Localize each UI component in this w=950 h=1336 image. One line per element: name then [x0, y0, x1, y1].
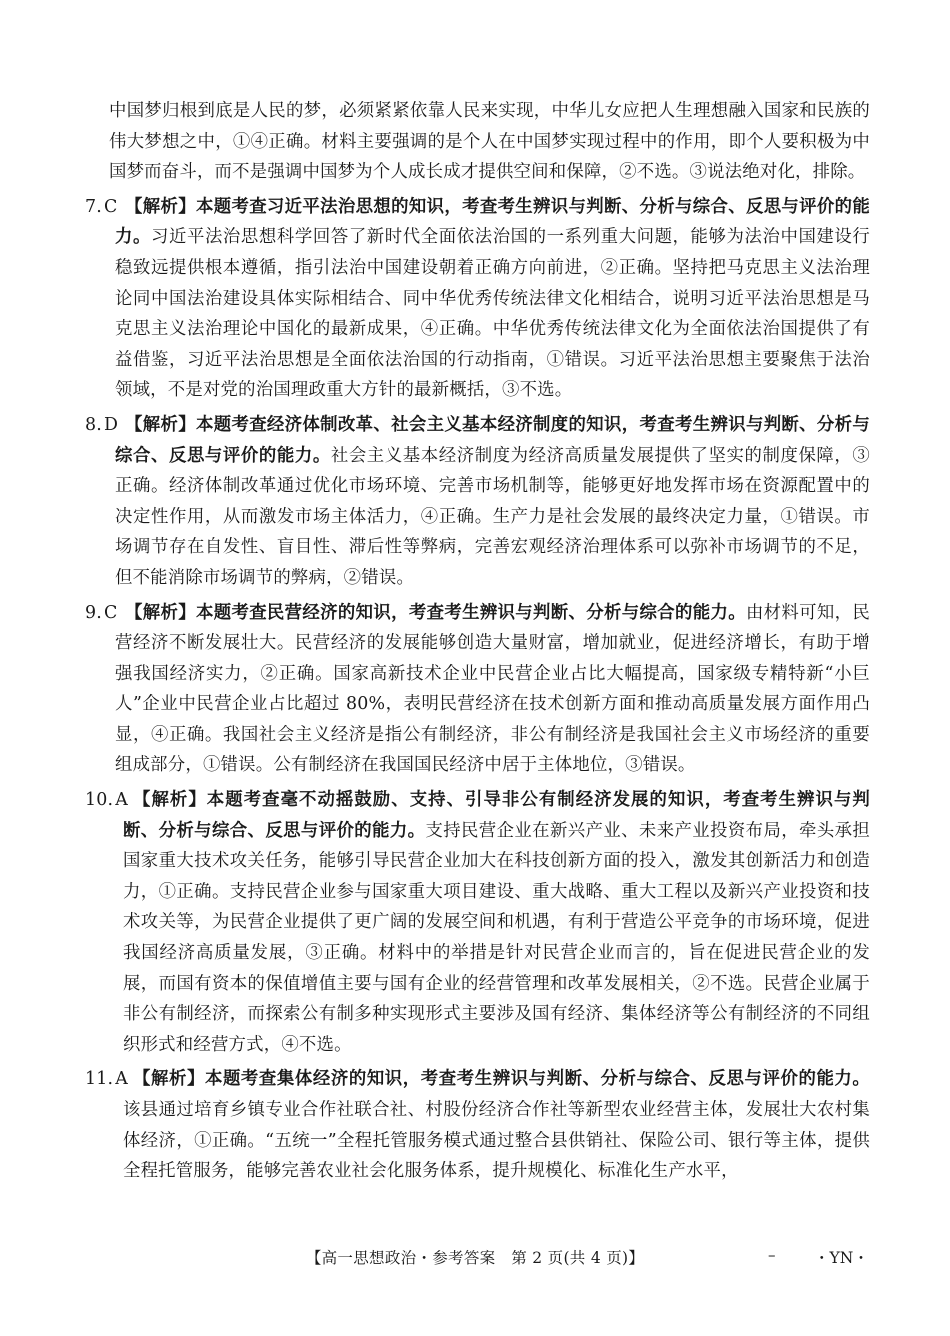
question-number: 7. C: [85, 196, 118, 217]
question-number: 10. A: [85, 790, 129, 811]
analysis-lead: 本题考查民营经济的知识，考查考生辨识与判断、分析与综合的能力。: [195, 602, 746, 623]
answer-letter: C: [104, 602, 118, 623]
page-footer: 【高一思想政治・参考答案 第 2 页(共 4 页)】: [305, 1249, 645, 1267]
analysis-tag: 【解析】: [125, 414, 196, 435]
question-number: 9. C: [85, 602, 118, 623]
analysis-body: 该县通过培育乡镇专业合作社联合社、村股份经济合作社等新型农业经营主体，发展壮大农村集体经济，①正确。“五统一”全程托管服务模式通过整合县供销社、保险公司、银行等主体，提供全程托管服务，能够完善农业社会化服务体系，提升规模化、标准化生产水平，: [123, 1100, 870, 1182]
answer-item-10: [85, 785, 870, 1060]
footer-dash: –: [768, 1246, 776, 1264]
analysis-lead: 本题考查习近平法治思想的知识，考查考生辨识与判断、分析与综合、反思与评价的能力。: [115, 196, 870, 248]
answer-letter: A: [115, 1069, 129, 1090]
footer-code: ・YN・: [814, 1249, 869, 1267]
answer-letter: A: [115, 790, 129, 811]
answer-letter: C: [104, 196, 118, 217]
analysis-body: 社会主义基本经济制度为经济高质量发展提供了坚实的制度保障，③正确。经济体制改革通过优化市场环境、完善市场机制等，能够更好地发挥市场在资源配置中的决定性作用，从而激发市场主体活力，④正确。生产力是社会发展的最终决定力量，①错误。市场调节存在自发性、盲目性、滞后性等弊病，完善宏观经济治理体系可以弥补市场调节的不足，但不能消除市场调节的弊病，②错误。: [115, 445, 870, 588]
question-number: 11. A: [85, 1069, 129, 1090]
analysis-tag: 【解析】: [133, 1069, 205, 1090]
analysis-body: 支持民营企业在新兴产业、未来产业投资布局，牵头承担国家重大技术攻关任务，能够引导民营企业加大在科技创新方面的投入，激发其创新活力和创造力，①正确。支持民营企业参与国家重大项目建设、重大战略、重大工程以及新兴产业投资和技术攻关等，为民营企业提供了更广阔的发展空间和机遇，有利于营造公平竞争的市场环境，促进我国经济高质量发展，③正确。材料中的举措是针对民营企业而言的，旨在促进民营企业的发展，而国有资本的保值增值主要与国有企业的经营管理和改革发展相关，②不选。民营企业属于非公有制经济，而探索公有制多种实现形式主要涉及国有经济、集体经济等公有制经济的不同组织形式和经营方式，④不选。: [123, 820, 870, 1055]
analysis-lead: 本题考查毫不动摇鼓励、支持、引导非公有制经济发展的知识，考查考生辨识与判断、分析与综合、反思与评价的能力。: [123, 790, 870, 841]
answer-letter: D: [104, 414, 119, 435]
answer-item-11: [85, 1064, 870, 1186]
analysis-tag: 【解析】: [125, 602, 196, 623]
question-number: 8. D: [85, 414, 119, 435]
analysis-lead: 本题考查经济体制改革、社会主义基本经济制度的知识，考查考生辨识与判断、分析与综合、反思与评价的能力。: [115, 414, 870, 466]
analysis-body: 由材料可知，民营经济不断发展壮大。民营经济的发展能够创造大量财富，增加就业，促进经济增长，有助于增强我国经济实力，②正确。国家高新技术企业中民营企业占比大幅提高，国家级专精特新“小巨人”企业中民营企业占比超过 80%，表明民营经济在技术创新方面和推动高质量发展方面作用凸显，④正确。我国社会主义经济是指公有制经济，非公有制经济是我国社会主义市场经济的重要组成部分，①错误。公有制经济在我国国民经济中居于主体地位，③错误。: [115, 602, 870, 776]
answer-item-9: [85, 598, 870, 782]
analysis-tag: 【解析】: [125, 196, 196, 217]
intro-paragraph: 中国梦归根到底是人民的梦，必须紧紧依靠人民来实现，中华儿女应把人生理想融入国家和民族的伟大梦想之中，①④正确。材料主要强调的是个人在中国梦实现过程中的作用，即个人要积极为中国梦而奋斗，而不是强调中国梦为个人成长成才提供空间和保障，②不选。③说法绝对化，排除。: [109, 101, 870, 183]
answer-item-7: [85, 192, 870, 406]
analysis-tag: 【解析】: [133, 790, 207, 811]
answer-item-8: [85, 410, 870, 594]
analysis-body: 习近平法治思想科学回答了新时代全面依法治国的一系列重大问题，能够为法治中国建设行稳致远提供根本遵循，指引法治中国建设朝着正确方向前进，②正确。坚持把马克思主义法治理论同中国法治建设具体实际相结合、同中华优秀传统法律文化相结合，说明习近平法治思想是马克思主义法治理论中国化的最新成果，④正确。中华优秀传统法律文化为全面依法治国提供了有益借鉴，习近平法治思想是全面依法治国的行动指南，①错误。习近平法治思想主要聚焦于法治领域，不是对党的治国理政重大方针的最新概括，③不选。: [115, 227, 870, 401]
analysis-lead: 本题考查集体经济的知识，考查考生辨识与判断、分析与综合、反思与评价的能力。: [204, 1069, 870, 1090]
answer-content: [85, 96, 870, 1187]
